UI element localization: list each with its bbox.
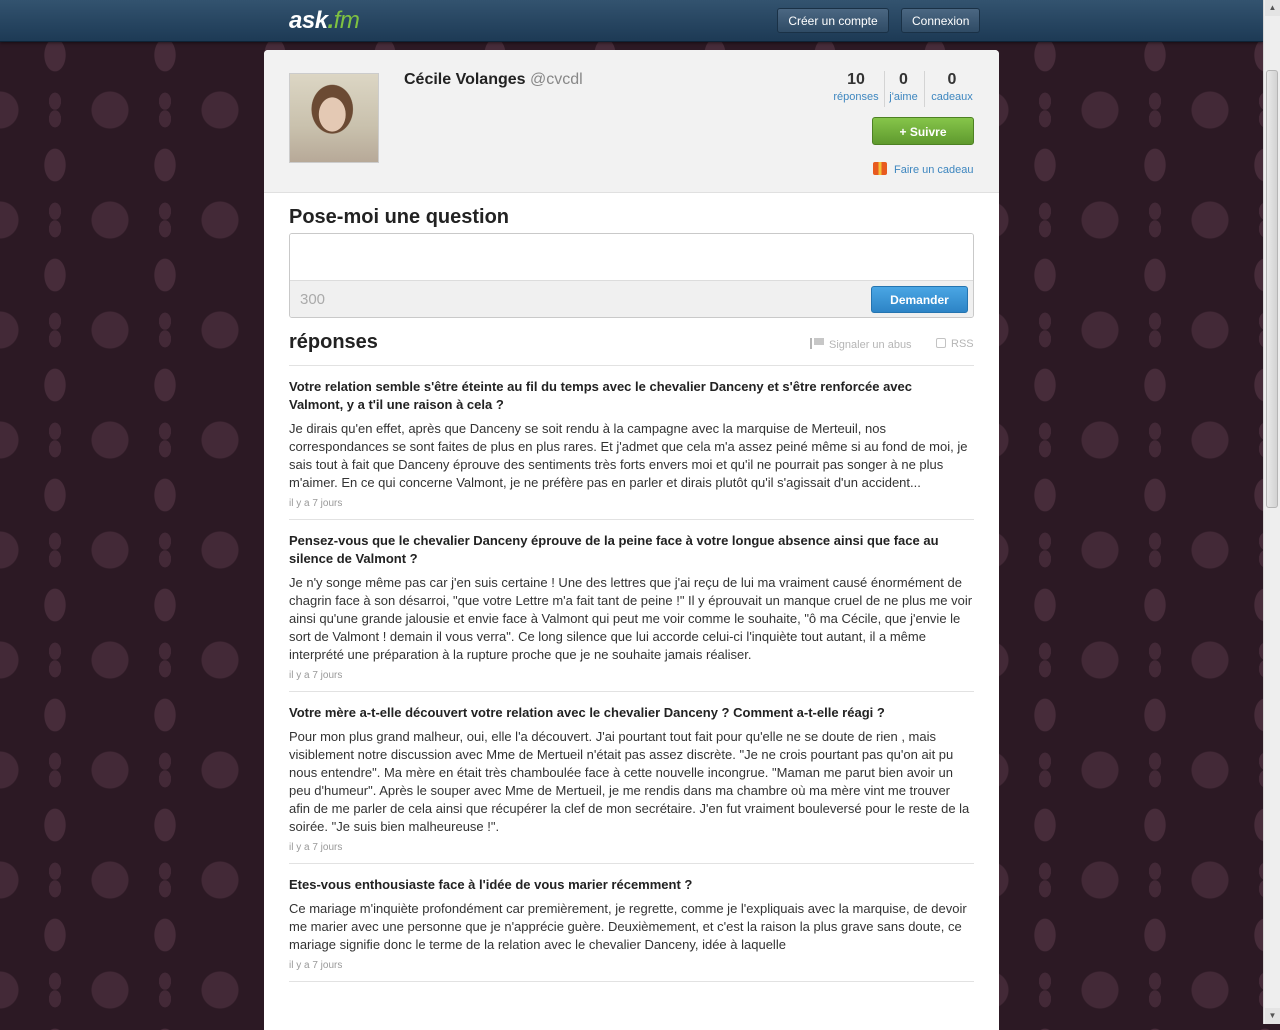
display-name: Cécile Volanges [404, 71, 526, 88]
stat-gifts-count: 0 [947, 71, 957, 88]
flag-icon [810, 338, 824, 349]
stat-divider [924, 71, 925, 107]
profile-card [264, 50, 999, 1030]
stat-answers-count: 10 [847, 71, 865, 88]
question-text[interactable]: Votre relation semble s'être éteinte au fil du temps avec le chevalier Danceny et s'être renforcée avec Valmont, y a t'il une raison à cela ? [289, 379, 912, 412]
stat-likes-count: 0 [899, 71, 908, 88]
char-counter: 300 [300, 291, 326, 308]
answer-text: Je dirais qu'en effet, après que Danceny se soit rendu à la campagne avec la marquise de Merteuil, nos correspondances se sont faites de plus en plus rares. Et j'admet que cela m'a assez peiné même si au fond de moi, je sais tout à fait que Danceny éprouve des sentiments très forts envers moi et qu'il ne pourrait pas songer à ne plus m'aimer. En ce qui concerne Valmont, je ne préfère pas en parler et dirais plutôt qu'il s'agissait d'un accident... [289, 421, 968, 490]
answer-item [289, 864, 974, 982]
page-scrollbar[interactable] [1263, 0, 1280, 1024]
scroll-down-arrow-icon[interactable]: ▼ [1265, 1008, 1280, 1024]
stat-divider [884, 71, 885, 107]
username-handle: @cvcdl [529, 71, 583, 88]
stat-likes[interactable] [888, 71, 919, 103]
stat-answers[interactable] [824, 71, 888, 103]
avatar[interactable] [289, 73, 379, 163]
question-text[interactable]: Votre mère a-t-elle découvert votre relation avec le chevalier Danceny ? Comment a-t-elle réagi ? [289, 705, 885, 720]
create-account-button[interactable]: Créer un compte [777, 8, 889, 33]
stat-answers-label: réponses [833, 91, 879, 103]
gift-link[interactable] [873, 162, 974, 176]
answer-text: Ce mariage m'inquiète profondément car premièrement, je regrette, comme je l'expliquais avec la marquise, de devoir me marier avec une personne que je n'apprécie guère. Deuxièmement, et c'est la raison la plus grave sans doute, ce mariage signifie donc le terme de la relation avec le chevalier Danceny, idée à laquelle [289, 901, 967, 952]
report-abuse-label: Signaler un abus [829, 339, 912, 351]
report-abuse-link[interactable] [810, 338, 912, 351]
answer-timestamp[interactable]: il y a 7 jours [289, 498, 343, 509]
answer-item [289, 366, 974, 520]
answers-list [289, 366, 974, 982]
logo-ext: fm [333, 7, 360, 34]
profile-name [404, 71, 583, 89]
scroll-thumb[interactable] [1266, 70, 1278, 508]
question-input[interactable] [290, 234, 973, 280]
logo-dot: . [327, 7, 334, 34]
ask-title: Pose-moi une question [289, 206, 510, 228]
rss-label: RSS [951, 338, 974, 350]
stat-gifts-label: cadeaux [931, 91, 973, 103]
gift-icon [873, 162, 887, 175]
ask-box [289, 233, 974, 318]
answer-item [289, 692, 974, 864]
answers-title: réponses [289, 331, 378, 353]
answer-item [289, 520, 974, 692]
login-button[interactable]: Connexion [901, 8, 980, 33]
stat-gifts[interactable] [930, 71, 974, 103]
answer-text: Je n'y songe même pas car j'en suis certaine ! Une des lettres que j'ai reçu de lui ma vraiment causé énormément de chagrin face à son désarroi, "que votre Lettre m'a fait tant de peine !" Il y éprouvait un manque cruel de ne plus me voir ainsi qu'une grande jalousie et envie face à Valmont qui peut me voir comme le souhaite, "ô ma Cécile, que j'envie le sort de Valmont ! demain il vous verra". Ce long silence que lui accorde celui-ci l'inquiète tout autant, il a même interprété une préparation à la rupture proche que je ne souhaite jamais réaliser. [289, 575, 973, 662]
answer-timestamp[interactable]: il y a 7 jours [289, 842, 343, 853]
question-text[interactable]: Etes-vous enthousiaste face à l'idée de vous marier récemment ? [289, 877, 693, 892]
logo-main: ask [289, 7, 328, 34]
profile-header [264, 50, 999, 193]
answer-timestamp[interactable]: il y a 7 jours [289, 960, 343, 971]
question-text[interactable]: Pensez-vous que le chevalier Danceny éprouve de la peine face à votre longue absence ainsi que face au silence de Valmont ? [289, 533, 939, 566]
rss-icon [936, 338, 946, 348]
top-bar [0, 0, 1263, 42]
gift-link-label: Faire un cadeau [894, 164, 974, 176]
rss-link[interactable] [936, 338, 974, 350]
ask-footer [290, 280, 973, 318]
follow-button[interactable]: + Suivre [872, 117, 974, 145]
ask-button[interactable]: Demander [871, 286, 968, 313]
answer-text: Pour mon plus grand malheur, oui, elle l'a découvert. J'ai pourtant tout fait pour qu'elle ne se doute de rien , mais visiblement notre discussion avec Mme de Mertueil n'était pas assez discrète. "Je ne crois pourtant pas qu'on ait pu nous entendre". Ma mère en était très chamboulée face à cette nouvelle incongrue. "Maman me parut bien avoir un peu d'humeur". Après le souper avec Mme de Mertueil, je me rendis dans ma chambre où ma mère vint me trouver afin de me parler de cela ainsi que récupérer la clef de mon secrétaire. J'en fut vraiment bouleversé pour le reste de la soirée. "Je suis bien malheureuse !". [289, 729, 970, 834]
answer-timestamp[interactable]: il y a 7 jours [289, 670, 343, 681]
stat-likes-label: j'aime [889, 91, 918, 103]
ask-fm-logo[interactable] [289, 7, 359, 35]
scroll-up-arrow-icon[interactable]: ▲ [1265, 0, 1280, 16]
